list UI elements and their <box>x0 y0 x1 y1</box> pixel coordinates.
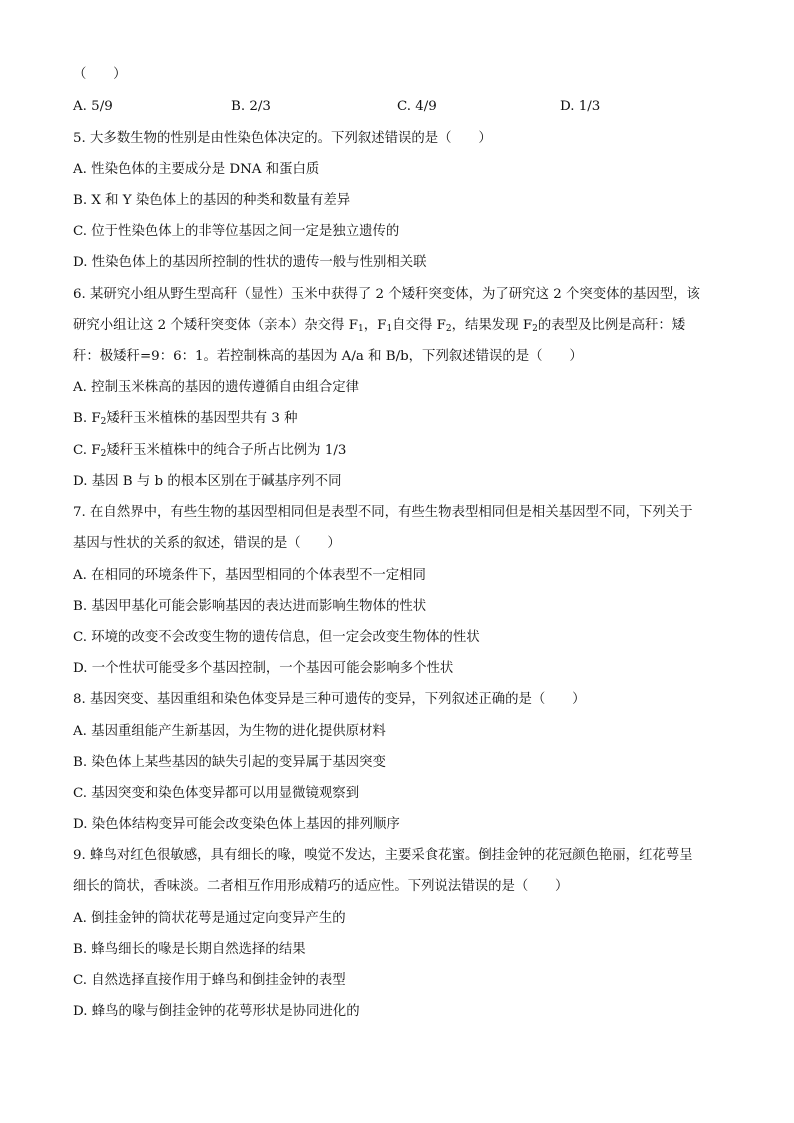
q7-option-d[interactable]: D. 一个性状可能受多个基因控制，一个基因可能会影响多个性状 <box>73 661 454 676</box>
q8-option-a[interactable]: A. 基因重组能产生新基因，为生物的进化提供原材料 <box>73 724 386 739</box>
subscript: 1 <box>386 324 393 334</box>
q4-stem-tail: （ ） <box>73 67 127 82</box>
q5-stem: 5. 大多数生物的性别是由性染色体决定的。下列叙述错误的是（ ） <box>73 131 492 146</box>
q6-stem-part: ，F <box>363 318 387 333</box>
q4-option-c[interactable]: C. 4/9 <box>397 99 437 114</box>
q7-option-a[interactable]: A. 在相同的环境条件下，基因型相同的个体表型不一定相同 <box>73 568 426 583</box>
q7-stem-line-2: 基因与性状的关系的叙述，错误的是（ ） <box>73 536 341 551</box>
q8-option-c[interactable]: C. 基因突变和染色体变异都可以用显微镜观察到 <box>73 786 360 801</box>
q9-option-a[interactable]: A. 倒挂金钟的筒状花萼是通过定向变异产生的 <box>73 911 346 926</box>
q9-option-d[interactable]: D. 蜂鸟的喙与倒挂金钟的花萼形状是协同进化的 <box>73 1004 360 1019</box>
q6-option-b-prefix: B. F <box>73 411 101 426</box>
q6-stem-line-3: 秆：极矮秆=9：6：1。若控制株高的基因为 A/a 和 B/b，下列叙述错误的是（ ） <box>73 349 583 364</box>
q6-stem-part: 研究小组让这 2 个矮秆突变体（亲本）杂交得 F <box>73 318 359 333</box>
q5-option-b[interactable]: B. X 和 Y 染色体上的基因的种类和数量有差异 <box>73 193 351 208</box>
q4-option-d[interactable]: D. 1/3 <box>560 99 601 114</box>
subscript: 1 <box>358 324 364 334</box>
q6-option-b-text: 矮秆玉米植株的基因型共有 3 种 <box>106 411 298 426</box>
q6-option-b[interactable] <box>73 411 298 427</box>
subscript: 2 <box>100 449 107 459</box>
subscript: 2 <box>100 417 107 427</box>
q6-option-c-text: 矮秆玉米植株中的纯合子所占比例为 1/3 <box>106 443 347 458</box>
q8-option-d[interactable]: D. 染色体结构变异可能会改变染色体上基因的排列顺序 <box>73 817 400 832</box>
q4-option-a[interactable]: A. 5/9 <box>73 99 113 114</box>
q5-option-c[interactable]: C. 位于性染色体上的非等位基因之间一定是独立遗传的 <box>73 224 400 239</box>
q9-stem-line-2: 细长的筒状，香味淡。二者相互作用形成精巧的适应性。下列说法错误的是（ ） <box>73 879 569 894</box>
q6-stem-part: ，结果发现 F <box>451 318 533 333</box>
q6-option-c-prefix: C. F <box>73 443 101 458</box>
q7-option-c[interactable]: C. 环境的改变不会改变生物的遗传信息，但一定会改变生物体的性状 <box>73 630 480 645</box>
q6-stem-line-2 <box>73 318 685 334</box>
subscript: 2 <box>532 324 538 334</box>
q6-stem-part: 的表型及比例是高秆：矮 <box>537 318 686 333</box>
q9-option-c[interactable]: C. 自然选择直接作用于蜂鸟和倒挂金钟的表型 <box>73 973 346 988</box>
q6-option-d[interactable]: D. 基因 B 与 b 的根本区别在于碱基序列不同 <box>73 474 342 489</box>
q6-stem-part: 自交得 F <box>392 318 446 333</box>
q8-option-b[interactable]: B. 染色体上某些基因的缺失引起的变异属于基因突变 <box>73 755 386 770</box>
q7-stem-line-1: 7. 在自然界中，有些生物的基因型相同但是表型不同，有些生物表型相同但是相关基因型不同，下列关于 <box>73 505 693 520</box>
q9-option-b[interactable]: B. 蜂鸟细长的喙是长期自然选择的结果 <box>73 942 306 957</box>
subscript: 2 <box>445 324 452 334</box>
q7-option-b[interactable]: B. 基因甲基化可能会影响基因的表达进而影响生物体的性状 <box>73 599 427 614</box>
q5-option-a[interactable]: A. 性染色体的主要成分是 DNA 和蛋白质 <box>73 162 320 177</box>
q6-stem-line-1: 6. 某研究小组从野生型高秆（显性）玉米中获得了 2 个矮秆突变体，为了研究这 2 个突变体的基因型，该 <box>73 287 700 302</box>
q6-option-a[interactable]: A. 控制玉米株高的基因的遗传遵循自由组合定律 <box>73 380 359 395</box>
q4-option-b[interactable]: B. 2/3 <box>231 99 271 114</box>
q5-option-d[interactable]: D. 性染色体上的基因所控制的性状的遗传一般与性别相关联 <box>73 255 427 270</box>
q6-option-c[interactable] <box>73 443 346 459</box>
q9-stem-line-1: 9. 蜂鸟对红色很敏感，具有细长的喙，嗅觉不发达，主要采食花蜜。倒挂金钟的花冠颜色艳丽，红花萼呈 <box>73 848 693 863</box>
q8-stem: 8. 基因突变、基因重组和染色体变异是三种可遗传的变异，下列叙述正确的是（ ） <box>73 692 586 707</box>
